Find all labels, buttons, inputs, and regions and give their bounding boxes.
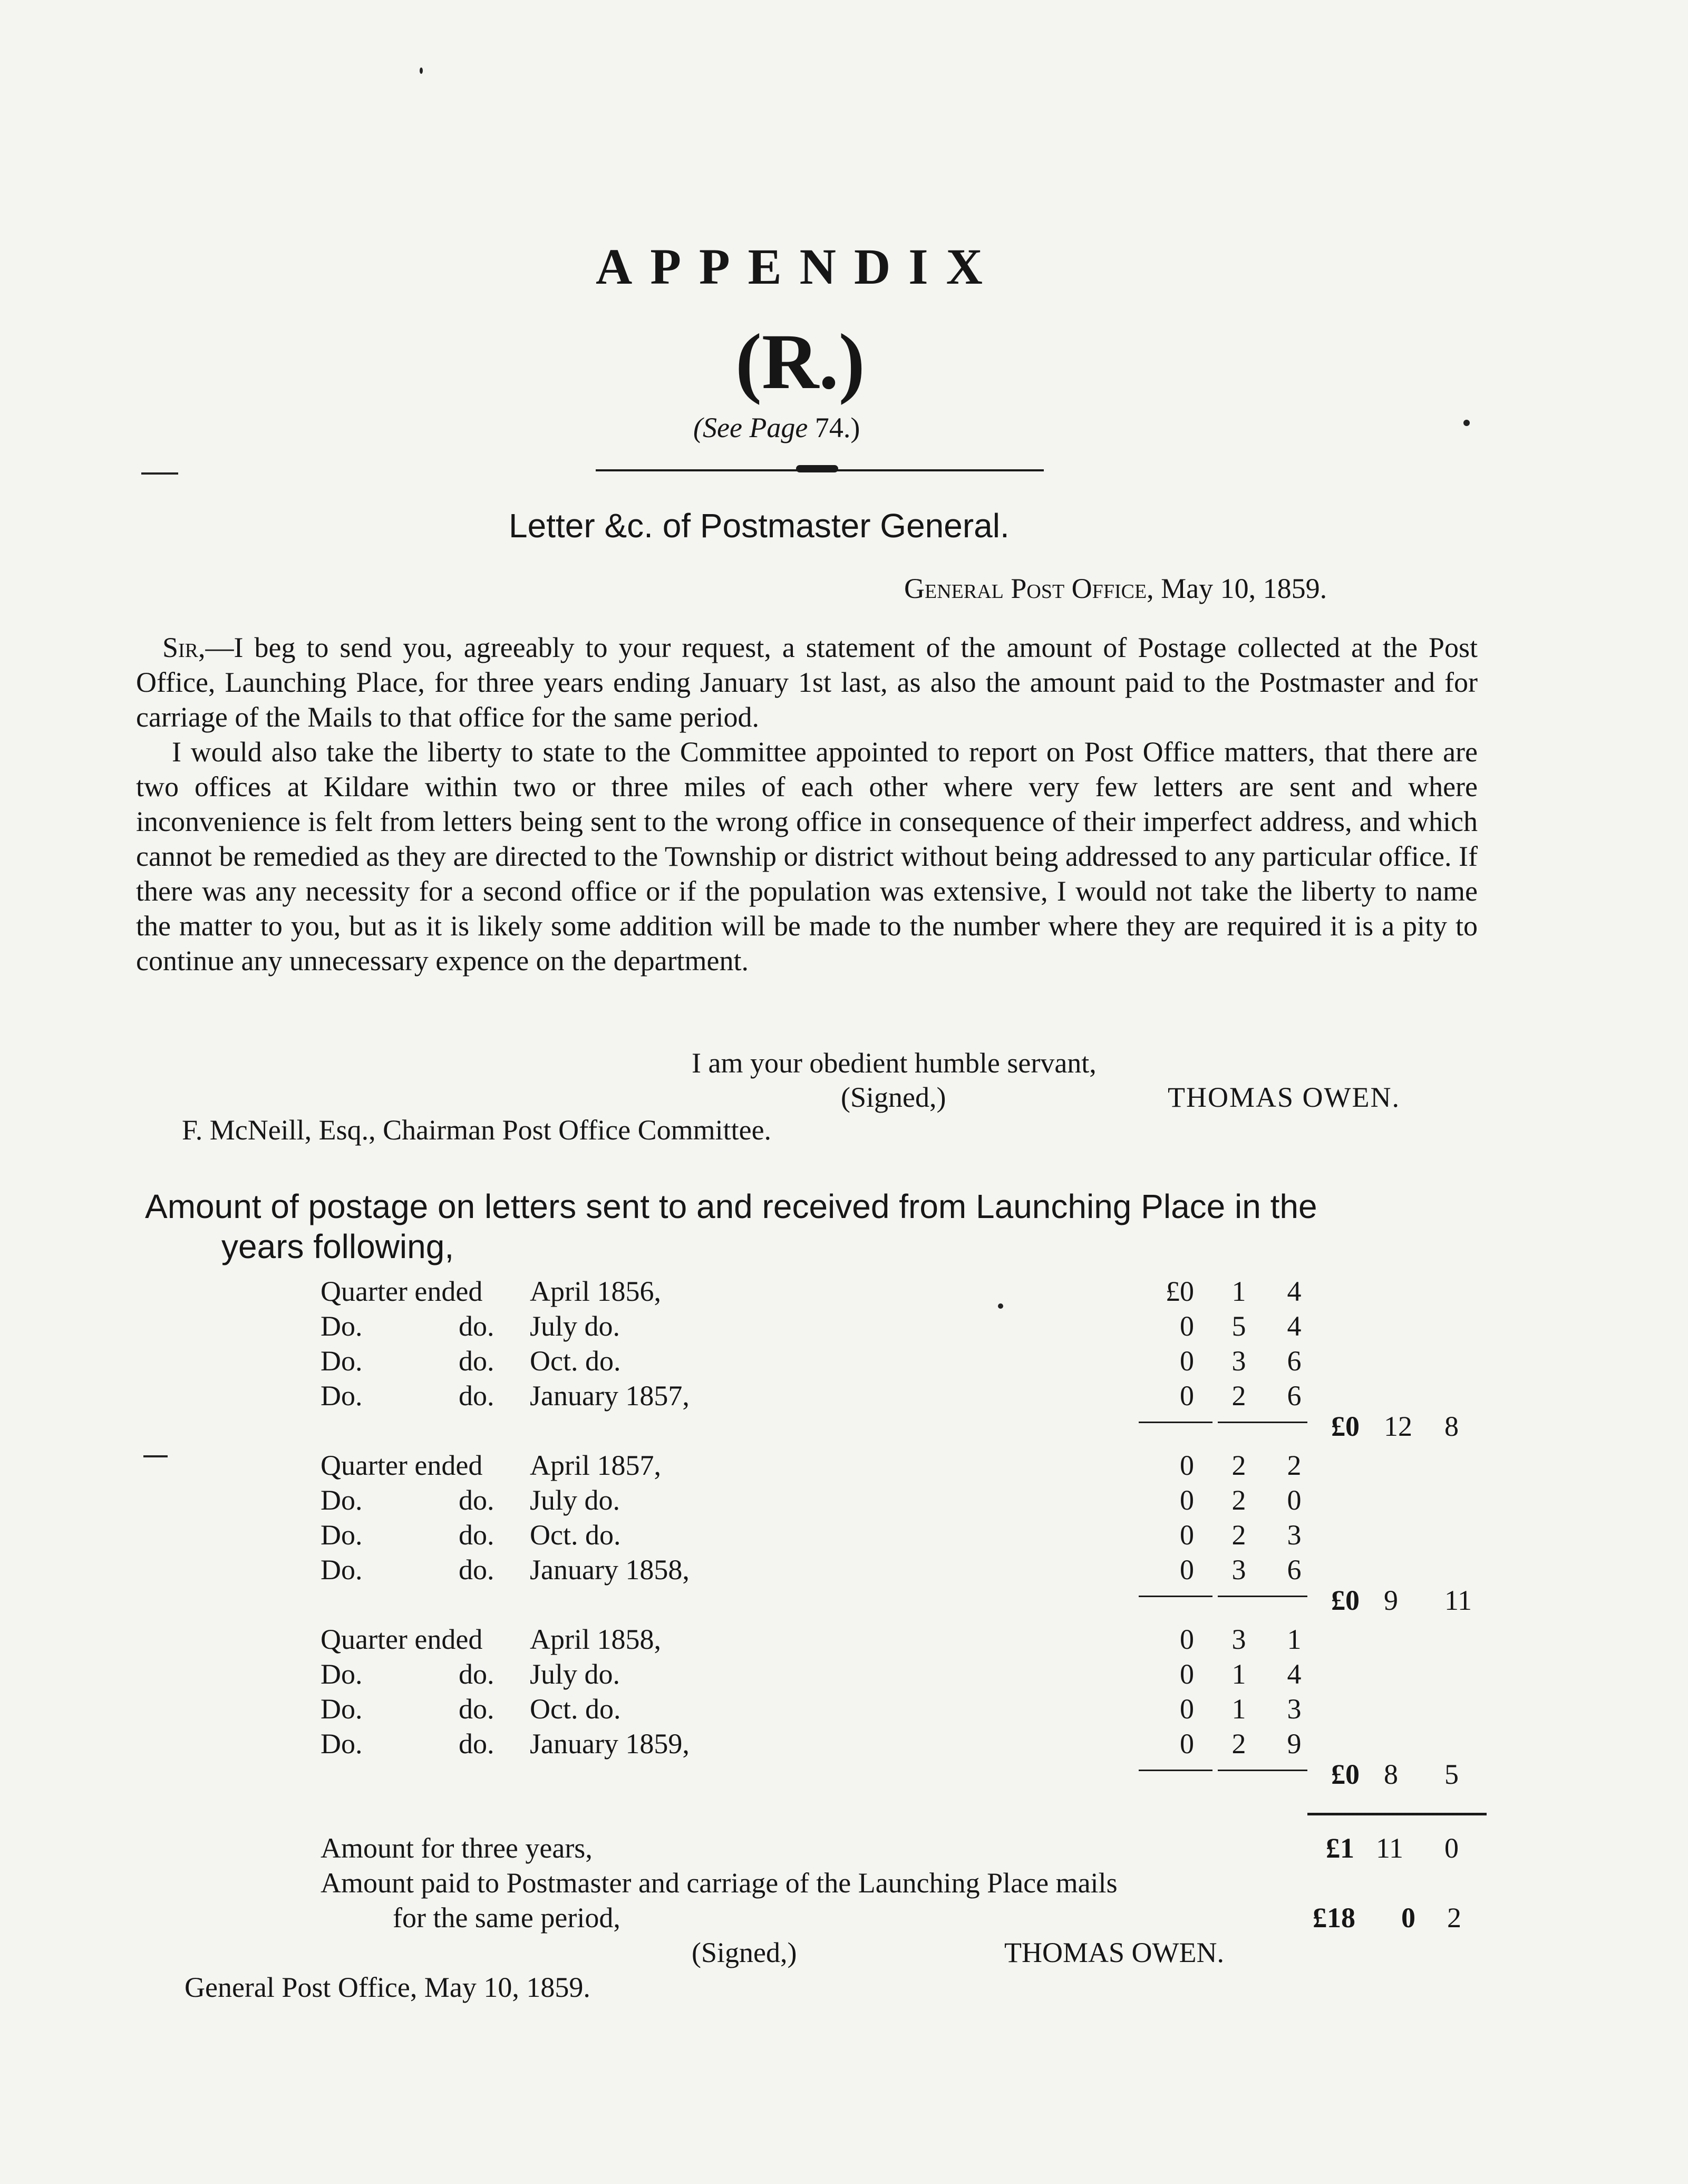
statement-heading-line-2: years following,	[221, 1228, 454, 1265]
row-pence: 4	[1287, 1310, 1302, 1342]
see-page-prefix: (See Page	[693, 412, 808, 443]
statement-footer: General Post Office, May 10, 1859.	[185, 1972, 590, 2003]
title-rule-ornament	[796, 465, 838, 472]
row-label: Do.	[321, 1345, 363, 1377]
row-label: Do.	[321, 1310, 363, 1342]
row-shillings: 2	[1231, 1484, 1246, 1516]
row-pounds: £0	[1166, 1275, 1194, 1307]
row-pence: 6	[1287, 1380, 1302, 1412]
row-pounds: 0	[1180, 1484, 1194, 1516]
statement-signature: THOMAS OWEN.	[1004, 1937, 1224, 1968]
appendix-title: APPENDIX	[596, 238, 1001, 295]
row-ditto: do.	[459, 1728, 494, 1760]
row-label: Quarter ended	[321, 1449, 483, 1481]
total-label: Amount for three years,	[321, 1832, 593, 1864]
row-month: July do.	[530, 1310, 620, 1342]
row-label: Quarter ended	[321, 1623, 483, 1655]
row-shillings: 2	[1231, 1449, 1246, 1481]
subtotal-pence: 5	[1444, 1758, 1459, 1790]
row-pence: 0	[1287, 1484, 1302, 1516]
scan-speck	[1463, 420, 1470, 426]
row-pence: 2	[1287, 1449, 1302, 1481]
subtotal-rule	[1218, 1770, 1307, 1771]
row-label: Do.	[321, 1554, 363, 1586]
statement-signed: (Signed,)	[692, 1937, 797, 1968]
subtotal-rule	[1218, 1596, 1307, 1597]
statement-heading	[145, 1186, 1484, 1267]
paid-shillings: 0	[1401, 1902, 1415, 1934]
row-pence: 6	[1287, 1345, 1302, 1377]
subtotal-pounds: £0	[1331, 1758, 1360, 1790]
row-pence: 4	[1287, 1275, 1302, 1307]
letter-dateline	[904, 572, 1327, 605]
row-pounds: 0	[1180, 1310, 1194, 1342]
row-month: Oct. do.	[530, 1519, 621, 1551]
appendix-letter: (R.)	[735, 318, 865, 405]
row-ditto: do.	[459, 1310, 494, 1342]
row-pounds: 0	[1180, 1554, 1194, 1586]
row-pence: 1	[1287, 1623, 1302, 1655]
letter-body	[136, 630, 1478, 978]
row-month: July do.	[530, 1658, 620, 1690]
letter-addressee: F. McNeill, Esq., Chairman Post Office Committee.	[182, 1114, 772, 1146]
dateline-office: General Post Office,	[904, 573, 1154, 604]
row-shillings: 1	[1231, 1275, 1246, 1307]
total-shillings: 11	[1376, 1832, 1403, 1864]
row-shillings: 2	[1231, 1519, 1246, 1551]
paid-pence: 2	[1447, 1902, 1461, 1934]
row-month: April 1858,	[530, 1623, 661, 1655]
row-shillings: 3	[1231, 1554, 1246, 1586]
paragraph-1-text: —I beg to send you, agreeably to your request, a statement of the amount of Postage collected at the Post Office, Launching Place, for three years ending January 1st last, as also the amount paid to the Postmaster and for carriage of the Mails to that office for the same period.	[136, 632, 1478, 733]
row-month: April 1856,	[530, 1275, 661, 1307]
letter-signed: (Signed,)	[841, 1081, 946, 1113]
row-pounds: 0	[1180, 1345, 1194, 1377]
row-label: Do.	[321, 1693, 363, 1725]
row-label: Quarter ended	[321, 1275, 483, 1307]
row-shillings: 3	[1231, 1345, 1246, 1377]
row-ditto: do.	[459, 1345, 494, 1377]
row-pounds: 0	[1180, 1519, 1194, 1551]
paragraph-2-text: I would also take the liberty to state to the Committee appointed to report on Post Office matters, that there are two offices at Kildare within two or three miles of each other where very few letters are sent and where inconvenience is felt from letters being sent to the wrong office in consequence of their imperfect address, and which cannot be remedied as they are directed to the Township or district without being addressed to any particular office. If there was any necessity for a second office or if the population was extensive, I would not take the liberty to name the matter to you, but as it is likely some addition will be made to the number where they are required it is a pity to continue any unnecessary expence on the department.	[136, 736, 1478, 977]
row-month: April 1857,	[530, 1449, 661, 1481]
row-pounds: 0	[1180, 1623, 1194, 1655]
row-label: Do.	[321, 1484, 363, 1516]
row-month: January 1859,	[530, 1728, 690, 1760]
row-month: January 1858,	[530, 1554, 690, 1586]
subtotal-pounds: £0	[1331, 1410, 1360, 1442]
row-month: January 1857,	[530, 1380, 690, 1412]
subtotal-pence: 8	[1444, 1410, 1459, 1442]
scan-speck	[998, 1303, 1003, 1309]
row-pounds: 0	[1180, 1380, 1194, 1412]
row-pence: 3	[1287, 1519, 1302, 1551]
row-ditto: do.	[459, 1658, 494, 1690]
total-pounds: £1	[1326, 1832, 1354, 1864]
subtotal-shillings: 8	[1384, 1758, 1398, 1790]
letter-paragraph	[136, 735, 1478, 978]
row-label: Do.	[321, 1728, 363, 1760]
letter-closing: I am your obedient humble servant,	[692, 1047, 1097, 1079]
row-pounds: 0	[1180, 1693, 1194, 1725]
subtotal-rule	[1139, 1596, 1212, 1597]
subtotal-rule	[1139, 1770, 1212, 1771]
subtotal-shillings: 9	[1384, 1584, 1398, 1616]
row-shillings: 3	[1231, 1623, 1246, 1655]
row-pounds: 0	[1180, 1728, 1194, 1760]
paid-pounds: £18	[1313, 1902, 1355, 1934]
scan-speck	[143, 1455, 168, 1457]
statement-heading-line-1: Amount of postage on letters sent to and received from Launching Place in the	[145, 1187, 1317, 1225]
subtotal-rule	[1139, 1422, 1212, 1423]
row-month: Oct. do.	[530, 1345, 621, 1377]
row-ditto: do.	[459, 1380, 494, 1412]
row-shillings: 5	[1231, 1310, 1246, 1342]
row-ditto: do.	[459, 1554, 494, 1586]
row-pence: 3	[1287, 1693, 1302, 1725]
see-page-number: 74.)	[814, 412, 860, 443]
row-shillings: 2	[1231, 1380, 1246, 1412]
subtotal-pounds: £0	[1331, 1584, 1360, 1616]
letter-heading: Letter &c. of Postmaster General.	[509, 507, 1010, 545]
row-month: Oct. do.	[530, 1693, 621, 1725]
row-label: Do.	[321, 1658, 363, 1690]
grand-total-rule	[1307, 1813, 1487, 1815]
row-pence: 4	[1287, 1658, 1302, 1690]
letter-paragraph	[136, 630, 1478, 735]
row-pence: 9	[1287, 1728, 1302, 1760]
paid-label-line-2: for the same period,	[393, 1902, 620, 1934]
paid-label-line-1: Amount paid to Postmaster and carriage of the Launching Place mails	[321, 1867, 1118, 1899]
total-pence: 0	[1444, 1832, 1459, 1864]
row-ditto: do.	[459, 1519, 494, 1551]
subtotal-pence: 11	[1444, 1584, 1472, 1616]
row-pounds: 0	[1180, 1449, 1194, 1481]
scan-speck	[141, 472, 178, 475]
letter-signature: THOMAS OWEN.	[1168, 1081, 1400, 1113]
scan-speck	[420, 67, 423, 74]
row-month: July do.	[530, 1484, 620, 1516]
row-pence: 6	[1287, 1554, 1302, 1586]
row-ditto: do.	[459, 1693, 494, 1725]
subtotal-rule	[1218, 1422, 1307, 1423]
row-ditto: do.	[459, 1484, 494, 1516]
row-label: Do.	[321, 1380, 363, 1412]
row-shillings: 1	[1231, 1693, 1246, 1725]
row-pounds: 0	[1180, 1658, 1194, 1690]
row-shillings: 2	[1231, 1728, 1246, 1760]
see-page-reference	[693, 411, 860, 444]
row-shillings: 1	[1231, 1658, 1246, 1690]
dateline-date: May 10, 1859.	[1161, 573, 1327, 604]
salutation: Sir,	[162, 632, 206, 663]
subtotal-shillings: 12	[1384, 1410, 1412, 1442]
row-label: Do.	[321, 1519, 363, 1551]
